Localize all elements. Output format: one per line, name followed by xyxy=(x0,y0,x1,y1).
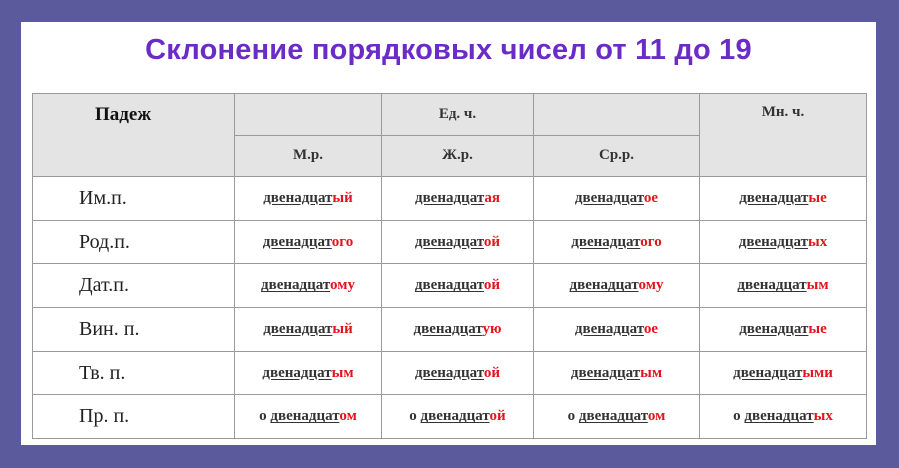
table-row xyxy=(33,308,867,352)
word-form-cell xyxy=(534,395,700,439)
word-form-cell xyxy=(700,308,867,352)
word-form-cell xyxy=(235,220,382,264)
word-ending: ый xyxy=(332,320,353,337)
word-stem: двенадцат xyxy=(570,364,641,381)
word-form-cell xyxy=(382,220,534,264)
header-row-top xyxy=(33,94,867,136)
case-label: Пр. п. xyxy=(33,395,235,439)
word-stem: двенадцат xyxy=(262,364,332,381)
word-form-cell xyxy=(382,177,534,221)
word-form-cell xyxy=(700,351,867,395)
word-form-cell xyxy=(700,177,867,221)
word-ending: ым xyxy=(331,364,354,381)
word-stem: двенадцат xyxy=(738,233,808,250)
word-ending: ая xyxy=(484,190,500,206)
word-stem: двенадцат xyxy=(574,320,644,337)
word-stem: двенадцат xyxy=(578,408,648,425)
word-form-cell xyxy=(534,177,700,221)
word-stem: двенадцат xyxy=(744,408,814,425)
preposition: о xyxy=(259,408,271,425)
header-feminine: Ж.р. xyxy=(382,135,534,177)
case-label: Им.п. xyxy=(33,177,235,221)
word-ending: ое xyxy=(643,320,659,337)
word-ending: ый xyxy=(332,190,353,206)
case-label: Тв. п. xyxy=(33,351,235,395)
declension-table xyxy=(32,93,867,439)
word-ending: ой xyxy=(483,277,501,294)
word-ending: ым xyxy=(640,364,663,381)
word-ending: ую xyxy=(482,320,502,337)
word-stem: двенадцат xyxy=(737,277,807,294)
word-form-cell xyxy=(382,308,534,352)
word-ending: ых xyxy=(807,233,828,250)
word-ending: ом xyxy=(647,408,666,425)
word-stem: двенадцат xyxy=(574,190,644,206)
word-ending: ое xyxy=(643,190,659,206)
word-form-cell xyxy=(534,264,700,308)
word-form-cell xyxy=(700,395,867,439)
word-ending: ых xyxy=(813,408,833,425)
word-stem: двенадцат xyxy=(569,277,639,294)
word-ending: ому xyxy=(330,277,355,294)
page-title: Склонение порядковых чисел от 11 до 19 xyxy=(145,34,752,66)
word-stem: двенадцат xyxy=(413,320,483,337)
word-ending: ого xyxy=(331,233,354,250)
word-ending: ые xyxy=(808,320,827,337)
word-stem: двенадцат xyxy=(263,190,333,206)
word-stem: двенадцат xyxy=(414,277,484,294)
header-singular: Ед. ч. xyxy=(382,94,534,136)
word-stem: двенадцат xyxy=(739,320,809,337)
word-ending: ыми xyxy=(802,364,833,381)
word-ending: ые xyxy=(808,190,827,206)
word-form-cell xyxy=(534,308,700,352)
content-panel xyxy=(21,22,876,445)
word-ending: ой xyxy=(483,364,501,381)
table-row xyxy=(33,395,867,439)
word-form-cell xyxy=(382,395,534,439)
word-form-cell xyxy=(235,351,382,395)
word-ending: ом xyxy=(339,408,357,425)
word-form-cell xyxy=(534,220,700,264)
preposition: о xyxy=(733,408,745,425)
header-plural: Мн. ч. xyxy=(700,94,867,177)
table-row xyxy=(33,220,867,264)
word-ending: ым xyxy=(806,277,829,294)
header-case: Падеж xyxy=(33,94,235,177)
word-form-cell xyxy=(235,395,382,439)
word-form-cell xyxy=(700,264,867,308)
word-ending: ому xyxy=(638,277,664,294)
word-form-cell xyxy=(534,351,700,395)
header-empty-cell xyxy=(235,94,382,136)
word-form-cell xyxy=(382,351,534,395)
preposition: о xyxy=(567,408,579,425)
word-form-cell xyxy=(382,264,534,308)
case-label: Дат.п. xyxy=(33,264,235,308)
word-form-cell xyxy=(235,264,382,308)
preposition: о xyxy=(409,408,421,425)
case-label: Род.п. xyxy=(33,220,235,264)
table-row xyxy=(33,264,867,308)
word-stem: двенадцат xyxy=(261,277,331,294)
word-stem: двенадцат xyxy=(733,364,803,381)
word-stem: двенадцат xyxy=(739,190,809,206)
word-form-cell xyxy=(700,220,867,264)
word-form-cell xyxy=(235,308,382,352)
word-stem: двенадцат xyxy=(414,190,485,206)
word-form-cell xyxy=(235,177,382,221)
header-neuter: Ср.р. xyxy=(534,135,700,177)
header-empty-cell xyxy=(534,94,700,136)
word-ending: ой xyxy=(489,408,506,425)
word-ending: ого xyxy=(640,233,662,250)
table-row xyxy=(33,177,867,221)
word-stem: двенадцат xyxy=(262,233,332,250)
word-ending: ой xyxy=(483,233,501,250)
word-stem: двенадцат xyxy=(263,320,333,337)
word-stem: двенадцат xyxy=(414,364,484,381)
word-stem: двенадцат xyxy=(270,408,340,425)
case-label: Вин. п. xyxy=(33,308,235,352)
word-stem: двенадцат xyxy=(414,233,484,250)
word-stem: двенадцат xyxy=(420,408,490,425)
table-row xyxy=(33,351,867,395)
word-stem: двенадцат xyxy=(571,233,641,250)
header-masculine: М.р. xyxy=(235,135,382,177)
